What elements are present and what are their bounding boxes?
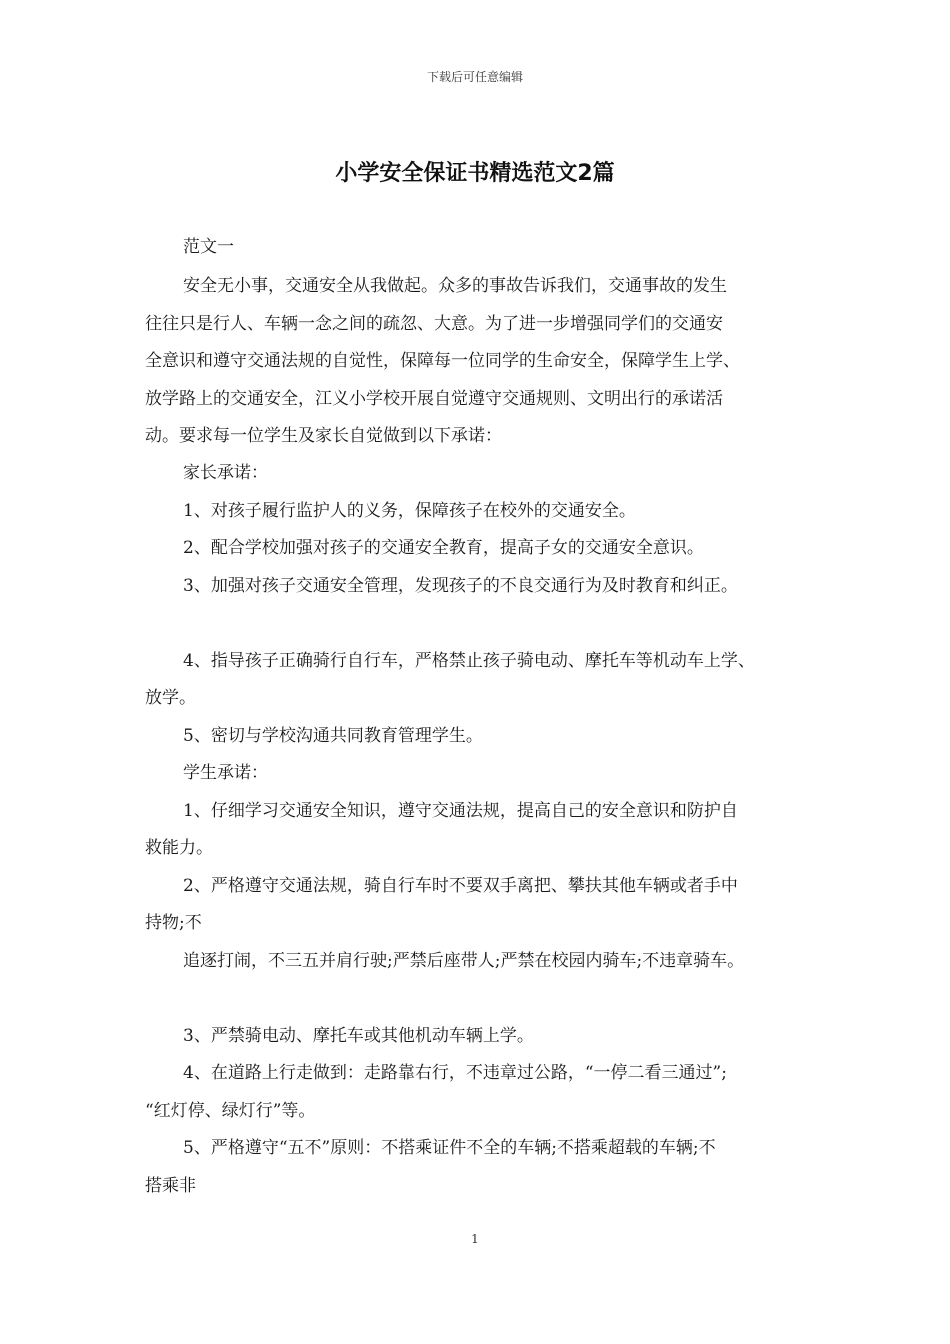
section-heading: 学生承诺： (183, 763, 268, 783)
list-item: 2、严格遵守交通法规，骑自行车时不要双手离把、攀扶其他车辆或者手中 (183, 876, 738, 896)
page-number: 1 (471, 1232, 479, 1246)
list-item: 1、仔细学习交通安全知识，遵守交通法规，提高自己的安全意识和防护自 (183, 801, 738, 821)
section-heading: 家长承诺： (183, 463, 268, 483)
list-item: 5、严格遵守“五不”原则：不搭乘证件不全的车辆;不搭乘超载的车辆;不 (183, 1138, 716, 1158)
list-item-continuation: 追逐打闹，不三五并肩行驶;严禁后座带人;严禁在校园内骑车;不违章骑车。 (183, 951, 745, 971)
list-item-continuation: 搭乘非 (145, 1176, 196, 1196)
paragraph-line: 范文一 (183, 237, 234, 257)
paragraph-line: 放学路上的交通安全，江义小学校开展自觉遵守交通规则、文明出行的承诺活 (145, 389, 723, 409)
list-item: 2、配合学校加强对孩子的交通安全教育，提高子女的交通安全意识。 (183, 538, 704, 558)
paragraph-line: 全意识和遵守交通法规的自觉性，保障每一位同学的生命安全，保障学生上学、 (145, 351, 740, 371)
list-item-continuation: 救能力。 (145, 838, 213, 858)
paragraph-line: 动。要求每一位学生及家长自觉做到以下承诺： (145, 426, 502, 446)
list-item-continuation: “红灯停、绿灯行”等。 (145, 1101, 316, 1121)
list-item: 4、在道路上行走做到：走路靠右行，不违章过公路，“一停二看三通过”; (183, 1063, 727, 1083)
list-item: 1、对孩子履行监护人的义务，保障孩子在校外的交通安全。 (183, 501, 636, 521)
list-item: 4、指导孩子正确骑行自行车，严格禁止孩子骑电动、摩托车等机动车上学、 (183, 651, 755, 671)
list-item: 3、严禁骑电动、摩托车或其他机动车辆上学。 (183, 1026, 534, 1046)
list-item: 5、密切与学校沟通共同教育管理学生。 (183, 726, 483, 746)
paragraph-line: 安全无小事，交通安全从我做起。众多的事故告诉我们，交通事故的发生 (183, 276, 727, 296)
document-title: 小学安全保证书精选范文2篇 (335, 161, 615, 186)
list-item: 3、加强对孩子交通安全管理，发现孩子的不良交通行为及时教育和纠正。 (183, 576, 738, 596)
list-item-continuation: 放学。 (145, 688, 196, 708)
paragraph-line: 往往只是行人、车辆一念之间的疏忽、大意。为了进一步增强同学们的交通安 (145, 314, 723, 334)
header-note: 下载后可任意编辑 (426, 70, 523, 84)
list-item-continuation: 持物;不 (145, 913, 202, 933)
